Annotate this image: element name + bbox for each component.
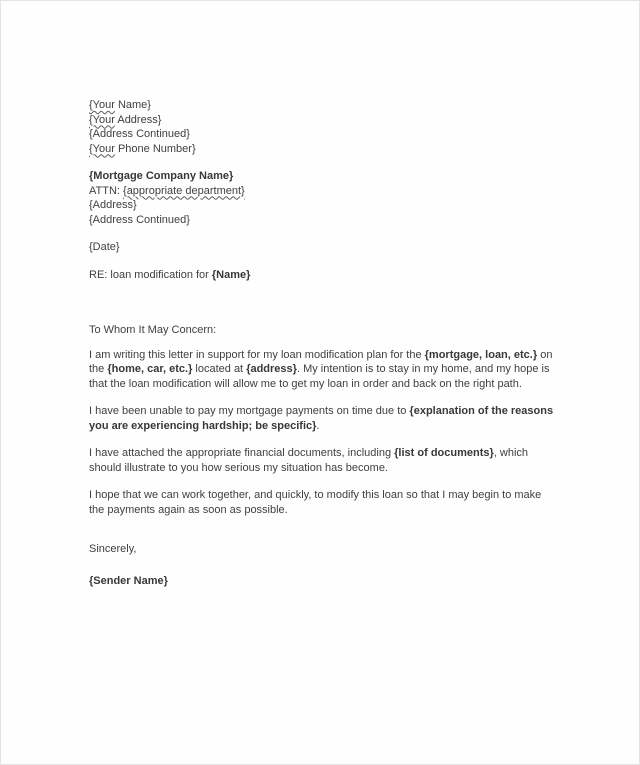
date-line [89,240,557,255]
letter-line [89,268,557,283]
spellcheck-flagged-text: {Your [89,99,115,111]
body-paragraph [89,348,557,392]
placeholder-text: {list of documents} [394,447,494,459]
subject-line [89,268,557,283]
placeholder-text: {Sender Name} [89,574,168,587]
letter-text: RE: loan modification for [89,268,212,281]
letter-text: Sincerely, [89,543,137,555]
letter-text: I have attached the appropriate financial documents, including [89,447,395,459]
spellcheck-flagged-text: {Your [89,142,115,155]
letter-line [89,323,557,338]
body-paragraph [89,488,557,517]
body-paragraph [89,446,557,475]
placeholder-text: {explanation of the reasons you are experiencing hardship; be specific} [89,405,554,432]
letter-line [89,113,557,128]
letter-text: I have been unable to pay my mortgage payments on time due to [89,405,410,417]
letter-text: Address} [114,113,162,126]
letter-text: . [316,419,320,432]
letter-text: {Address} [89,199,137,211]
letter-text: I am writing this letter in support for my loan modification plan for the [89,348,425,361]
letter-text: {Date} [89,241,120,253]
placeholder-text: {Mortgage Company Name} [89,170,234,182]
letter-text: Phone Number} [114,142,196,155]
letter-text: I hope that we can work together, and quickly, to modify this loan so that I may begin to make the payments again as soon as possible. [89,489,542,516]
letter-text: {Address Continued} [89,128,190,140]
placeholder-text: {Name} [211,268,251,281]
letter-text: {Address Continued} [89,213,190,226]
letter-line [89,142,557,157]
spellcheck-flagged-text: {Your [89,113,115,126]
recipient-address-block [89,169,557,227]
letter-line [89,213,557,228]
sender-address-block [89,98,557,156]
body-paragraph [89,404,557,433]
letter-line [89,169,557,184]
letter-text: . My intention is to stay in my home, and my hope is that the loan modification will allow me to get my loan in order and back on the right path. [89,363,550,390]
letter-text: located at [192,363,247,375]
spellcheck-flagged-text: {appropriate department} [123,184,245,197]
placeholder-text: {mortgage, loan, etc.} [424,348,538,361]
placeholder-text: {home, car, etc.} [107,363,193,375]
letter-text: Name} [114,99,151,111]
letter-line [89,127,557,142]
placeholder-text: {address} [246,363,297,375]
letter-line [89,184,557,199]
body-paragraphs [89,348,557,518]
letter-text: To Whom It May Concern: [89,324,217,336]
letter-body [1,1,557,588]
salutation-line [89,323,557,338]
letter-line [89,542,557,557]
letter-line [89,198,557,213]
closing-line [89,542,557,557]
letter-line [89,240,557,255]
signature-placeholder [89,574,557,589]
letter-text: , which should illustrate to you how serious my situation has become. [89,447,529,474]
letter-text: ATTN: [89,184,124,197]
letter-line [89,574,557,589]
letter-text: on the [89,348,553,375]
letter-line [89,98,557,113]
